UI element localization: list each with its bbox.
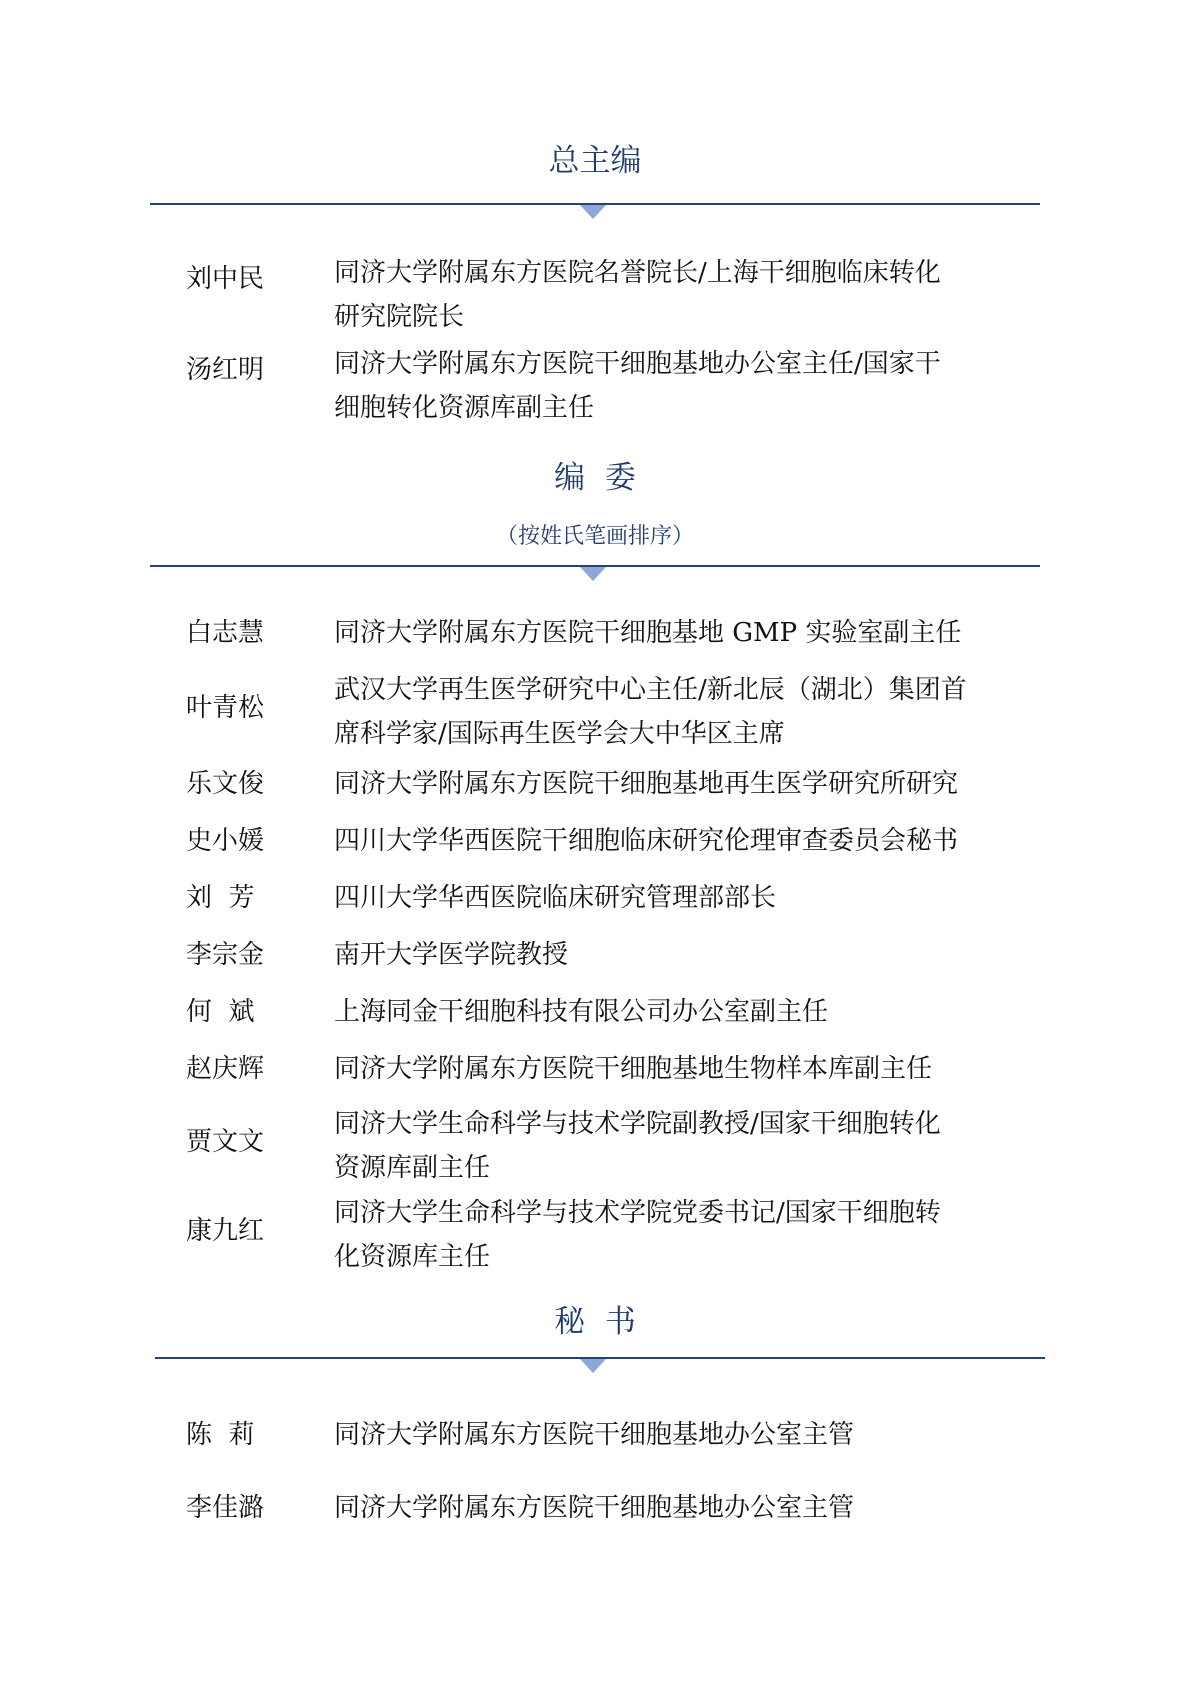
member-affiliation-line: 同济大学生命科学与技术学院副教授/国家干细胞转化 — [334, 1109, 941, 1139]
member-affiliation-line: 研究院院长 — [334, 302, 465, 332]
member-affiliation-line: 同济大学附属东方医院干细胞基地办公室主管 — [334, 1493, 855, 1523]
member-affiliation — [334, 933, 1014, 977]
member-affiliation-line: 同济大学附属东方医院干细胞基地 GMP 实验室副主任 — [334, 618, 962, 648]
member-affiliation — [334, 611, 1014, 655]
member-affiliation-line: 同济大学附属东方医院干细胞基地办公室主管 — [334, 1420, 855, 1450]
member-affiliation-line: 同济大学附属东方医院名誉院长/上海干细胞临床转化 — [334, 258, 941, 288]
chief-editor-title: 总主编 — [548, 143, 642, 179]
member-affiliation — [334, 876, 1014, 920]
member-name: 何 斌 — [186, 997, 255, 1027]
divider-triangle-icon — [580, 567, 606, 581]
member-name: 刘中民 — [186, 264, 265, 294]
member-affiliation-line: 同济大学生命科学与技术学院党委书记/国家干细胞转 — [334, 1198, 941, 1228]
member-name: 白志慧 — [186, 618, 265, 648]
member-affiliation — [334, 342, 1014, 430]
member-name: 康九红 — [186, 1216, 265, 1246]
member-name: 贾文文 — [186, 1127, 265, 1157]
member-affiliation — [334, 990, 1014, 1034]
member-affiliation-line: 席科学家/国际再生医学会大中华区主席 — [334, 719, 785, 749]
member-name: 李佳潞 — [186, 1493, 265, 1523]
member-name: 汤红明 — [186, 355, 265, 385]
member-affiliation-line: 同济大学附属东方医院干细胞基地办公室主任/国家干 — [334, 349, 941, 379]
member-affiliation — [334, 1191, 1014, 1279]
member-affiliation-line: 四川大学华西医院临床研究管理部部长 — [334, 883, 777, 913]
member-name: 史小媛 — [186, 826, 265, 856]
member-affiliation-line: 化资源库主任 — [334, 1242, 491, 1272]
member-affiliation — [334, 668, 1014, 756]
member-affiliation — [334, 819, 1014, 863]
member-affiliation — [334, 1486, 1014, 1530]
committee-title: 编 委 — [554, 460, 636, 496]
member-affiliation-line: 南开大学医学院教授 — [334, 940, 569, 970]
member-name: 乐文俊 — [186, 769, 265, 799]
member-affiliation — [334, 762, 1014, 806]
committee-subtitle: （按姓氏笔画排序） — [495, 524, 694, 549]
member-affiliation-line: 同济大学附属东方医院干细胞基地再生医学研究所研究 — [334, 769, 959, 799]
member-affiliation-line: 资源库副主任 — [334, 1153, 491, 1183]
member-affiliation-line: 细胞转化资源库副主任 — [334, 393, 595, 423]
member-affiliation-line: 上海同金干细胞科技有限公司办公室副主任 — [334, 997, 829, 1027]
member-name: 叶青松 — [186, 693, 265, 723]
secretary-title: 秘 书 — [554, 1304, 636, 1340]
member-affiliation — [334, 1413, 1014, 1457]
member-name: 赵庆辉 — [186, 1054, 265, 1084]
member-affiliation-line: 四川大学华西医院干细胞临床研究伦理审查委员会秘书 — [334, 826, 959, 856]
member-name: 陈 莉 — [186, 1420, 255, 1450]
divider-triangle-icon — [580, 205, 606, 219]
member-name: 刘 芳 — [186, 883, 255, 913]
divider-triangle-icon — [580, 1359, 606, 1373]
member-affiliation-line: 同济大学附属东方医院干细胞基地生物样本库副主任 — [334, 1054, 933, 1084]
member-affiliation — [334, 1102, 1014, 1190]
member-affiliation-line: 武汉大学再生医学研究中心主任/新北辰（湖北）集团首 — [334, 675, 967, 705]
member-affiliation — [334, 1047, 1014, 1091]
member-name: 李宗金 — [186, 940, 265, 970]
member-affiliation — [334, 251, 1014, 339]
